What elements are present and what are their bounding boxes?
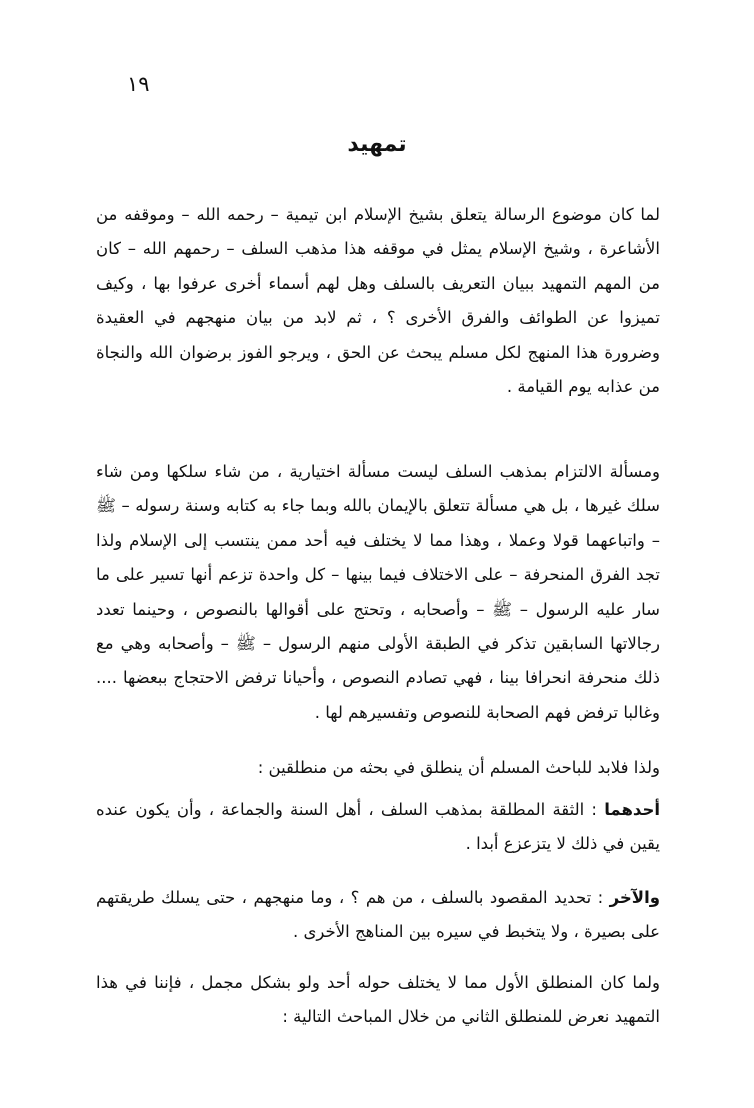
paragraph-commitment: ومسألة الالتزام بمذهب السلف ليست مسألة اختيارية ، من شاء سلكها ومن شاء سلك غيرها ، بل هي مسألة تتعلق بالإيمان بالله وبما جاء به كتابه وسنة رسوله – ﷺ – واتباعهما قولا وعملا ، وهذا مما لا يختلف فيه أحد ممن ينتسب إلى الإسلام ولذا تجد الفرق المنحرفة – على الاختلاف فيما بينها – كل واحدة تزعم أنها تسير على ما سار عليه الرسول – ﷺ – وأصحابه ، وتحتج على أقوالها بالنصوص ، وحينما تعدد رجالاتها السابقين تذكر في الطبقة الأولى منهم الرسول – ﷺ – وأصحابه وهي مع ذلك منحرفة انحرافا بينا ، فهي تصادم النصوص ، وأحيانا ترفض الاحتجاج ببعضها .... وغالبا ترفض فهم الصحابة للنصوص وتفسيرهم لها . xyxy=(96,462,660,722)
page-title: تمهيد xyxy=(347,132,407,157)
paragraph-intro: لما كان موضوع الرسالة يتعلق بشيخ الإسلام ابن تيمية – رحمه الله – وموقفه من الأشاعرة ، وشيخ الإسلام يمثل في موقفه هذا مذهب السلف – رحمهم الله – كان من المهم التمهيد ببيان التعريف بالسلف وهل لهم أسماء أخرى عرفوا بها ، وكيف تميزوا عن الطوائف والفرق الأخرى ؟ ، ثم لابد من بيان منهجهم في العقيدة وضرورة هذا المنهج لكل مسلم يبحث عن الحق ، ويرجو الفوز برضوان الله والنجاة من عذابه يوم القيامة . xyxy=(96,205,660,397)
paragraph-second-point xyxy=(96,881,660,950)
paragraph-first-point xyxy=(96,793,660,862)
paragraph-conclusion: ولما كان المنطلق الأول مما لا يختلف حوله أحد ولو بشكل مجمل ، فإننا في هذا التمهيد نعرض للمنطلق الثاني من خلال المباحث التالية : xyxy=(96,973,660,1027)
page-number: ١٩ xyxy=(127,72,150,96)
first-point-text: : الثقة المطلقة بمذهب السلف ، أهل السنة والجماعة ، وأن يكون عنده يقين في ذلك لا يتزعزع أبدا . xyxy=(96,800,660,854)
second-point-text: : تحديد المقصود بالسلف ، من هم ؟ ، وما منهجهم ، حتى يسلك طريقتهم على بصيرة ، ولا يتخبط في سيره بين المناهج الأخرى . xyxy=(96,888,660,942)
second-point-lead: والآخر xyxy=(609,888,660,907)
first-point-lead: أحدهما xyxy=(604,800,660,819)
paragraph-two-starting-points: ولذا فلابد للباحث المسلم أن ينطلق في بحثه من منطلقين : xyxy=(257,758,660,777)
